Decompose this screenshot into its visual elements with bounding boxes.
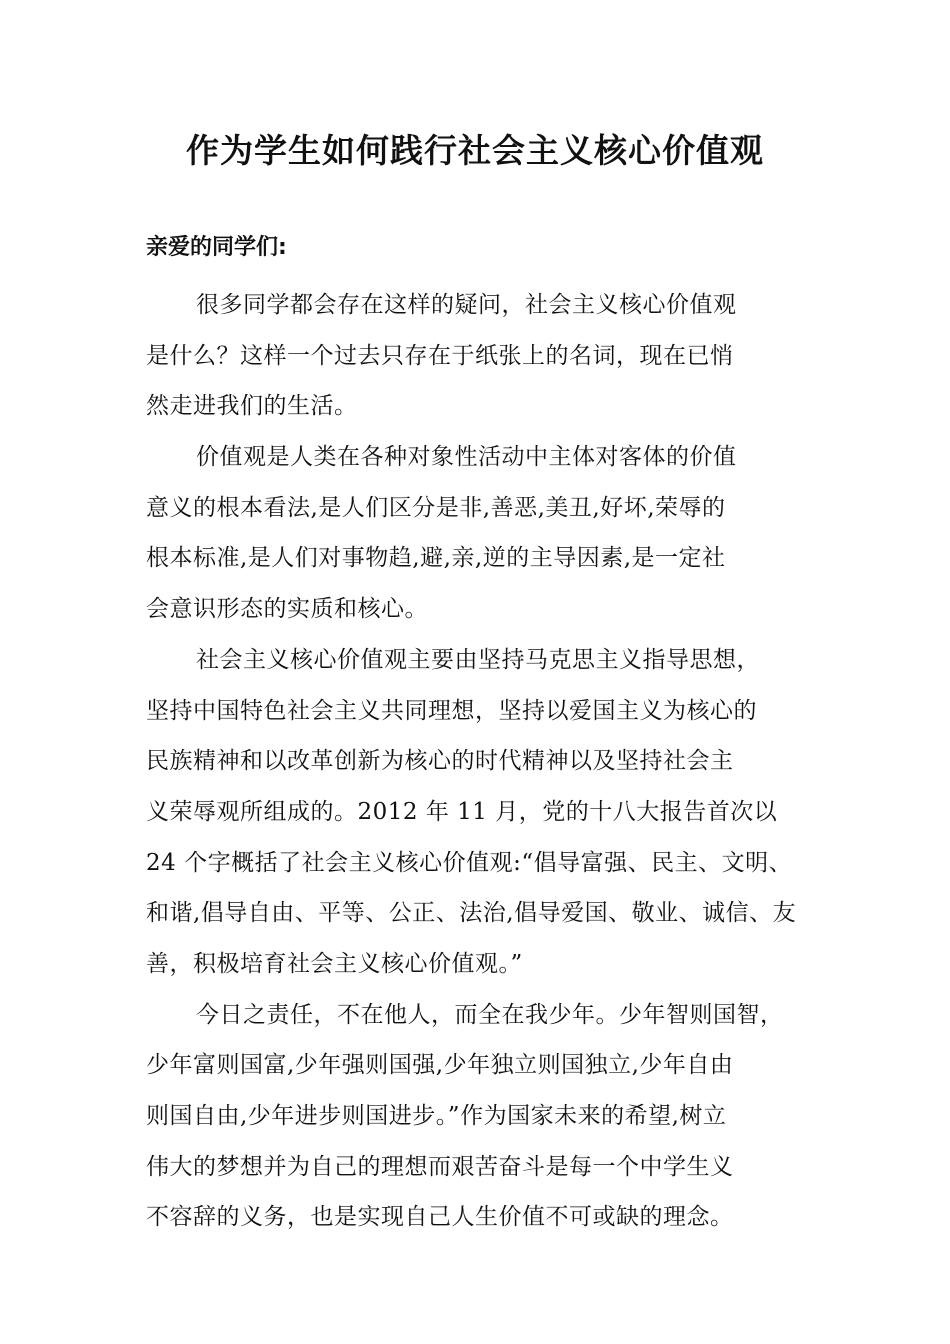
text-line: 24 个字概括了社会主义核心价值观:“倡导富强、民主、文明、 xyxy=(146,849,793,876)
text-line: 价值观是人类在各种对象性活动中主体对客体的价值 xyxy=(196,444,737,471)
text-line: 社会主义核心价值观主要由坚持马克思主义指导思想， xyxy=(196,646,760,673)
text-line: 会意识形态的实质和核心。 xyxy=(146,596,428,623)
text-line: 伟大的梦想并为自己的理想而艰苦奋斗是每一个中学生义 xyxy=(146,1153,734,1180)
document-title: 作为学生如何践行社会主义核心价值观 xyxy=(186,131,764,170)
text-line: 是什么？这样一个过去只存在于纸张上的名词，现在已悄 xyxy=(146,342,734,369)
text-line: 义荣辱观所组成的。2012 年 11 月，党的十八大报告首次以 xyxy=(146,798,778,825)
text-line: 很多同学都会存在这样的疑问，社会主义核心价值观 xyxy=(196,292,737,318)
text-line: 则国自由,少年进步则国进步。”作为国家未来的希望,树立 xyxy=(146,1103,727,1129)
text-line: 坚持中国特色社会主义共同理想，坚持以爱国主义为核心的 xyxy=(146,697,757,724)
text-line: 意义的根本看法,是人们区分是非,善恶,美丑,好坏,荣辱的 xyxy=(146,494,726,521)
text-line: 今日之责任，不在他人，而全在我少年。少年智则国智， xyxy=(196,1001,784,1028)
document-body xyxy=(146,280,826,1243)
text-line: 根本标准,是人们对事物趋,避,亲,逆的主导因素,是一定社 xyxy=(146,545,726,572)
text-line: 少年富则国富,少年强则国强,少年独立则国独立,少年自由 xyxy=(146,1052,734,1079)
text-line: 然走进我们的生活。 xyxy=(146,393,358,420)
text-line: 和谐,倡导自由、平等、公正、法治,倡导爱国、敬业、诚信、友 xyxy=(146,900,797,927)
text-line: 不容辞的义务，也是实现自己人生价值不可或缺的理念。 xyxy=(146,1204,734,1231)
text-line: 民族精神和以改革创新为核心的时代精神以及坚持社会主 xyxy=(146,748,734,775)
greeting: 亲爱的同学们: xyxy=(146,235,287,260)
text-line: 善，积极培育社会主义核心价值观。” xyxy=(146,950,523,977)
